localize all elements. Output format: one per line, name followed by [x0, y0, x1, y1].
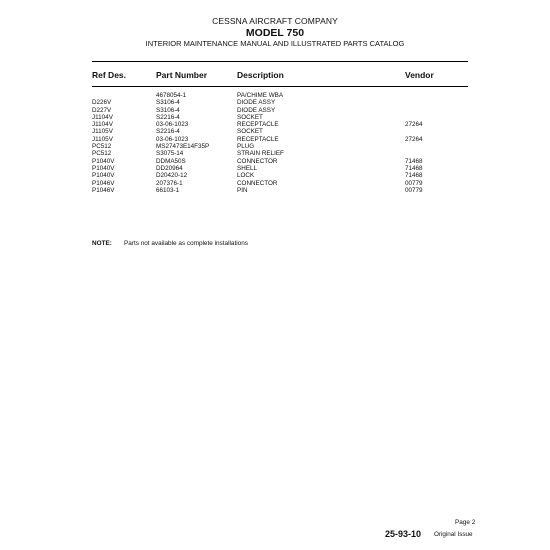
- table-row: [0, 180, 550, 187]
- cell-ref-des: P1040V: [92, 157, 115, 165]
- cell-ref-des: P1040V: [92, 164, 115, 172]
- cell-description: SOCKET: [237, 128, 263, 136]
- table-header-rule: [92, 86, 468, 87]
- page-number: Page 2: [455, 519, 476, 526]
- table-row: [0, 172, 550, 179]
- note-block: [92, 240, 248, 247]
- table-row: [0, 107, 550, 114]
- cell-description: SHELL: [237, 164, 257, 172]
- cell-description: LOCK: [237, 172, 255, 180]
- cell-part-number: 03-06-1023: [156, 135, 189, 143]
- table-row: [0, 165, 550, 172]
- issue-status: Original Issue: [434, 531, 473, 538]
- column-header-vendor: Vendor: [405, 70, 434, 80]
- table-row: [0, 114, 550, 121]
- cell-part-number: D20420-12: [156, 172, 188, 180]
- cell-ref-des: D226V: [92, 99, 112, 107]
- cell-description: DIODE ASSY: [237, 106, 276, 114]
- cell-part-number: S3106-4: [156, 99, 180, 107]
- note-label: NOTE:: [92, 240, 112, 247]
- column-header-part-number: Part Number: [156, 70, 208, 80]
- cell-vendor: 00779: [405, 186, 423, 194]
- cell-vendor: 71468: [405, 157, 423, 165]
- cell-description: RECEPTACLE: [237, 135, 279, 143]
- cell-part-number: DD20964: [156, 164, 183, 172]
- cell-part-number: 66103-1: [156, 186, 180, 194]
- table-row: [0, 150, 550, 157]
- cell-ref-des: J1104V: [92, 113, 113, 121]
- cell-ref-des: D227V: [92, 106, 112, 114]
- table-row: [0, 143, 550, 150]
- cell-ref-des: PC512: [92, 150, 112, 158]
- note-text: Parts not available as complete installations: [124, 240, 248, 247]
- model-title: MODEL 750: [245, 27, 305, 39]
- cell-part-number: S3075-14: [156, 150, 184, 158]
- cell-part-number: S2216-4: [156, 128, 180, 136]
- cell-ref-des: P1046V: [92, 179, 115, 187]
- cell-vendor: 27264: [405, 121, 423, 129]
- cell-vendor: 27264: [405, 135, 423, 143]
- cell-description: PA/CHIME WBA: [237, 92, 284, 99]
- table-row: [0, 99, 550, 106]
- cell-ref-des: J1104V: [92, 121, 113, 129]
- cell-part-number: 03-06-1023: [156, 121, 189, 129]
- cell-part-number: MS27473E14F35P: [156, 143, 210, 151]
- table-row: [0, 92, 550, 99]
- parts-table-body: [0, 92, 550, 194]
- cell-ref-des: J1105V: [92, 128, 113, 136]
- table-row: [0, 187, 550, 194]
- cell-ref-des: P1040V: [92, 172, 115, 180]
- cell-part-number: DDMA50S: [156, 157, 186, 165]
- cell-vendor: 71468: [405, 164, 423, 172]
- cell-part-number: 4678054-1: [156, 92, 187, 99]
- cell-part-number: S2216-4: [156, 113, 180, 121]
- cell-description: STRAIN RELIEF: [237, 150, 284, 158]
- cell-part-number: 207376-1: [156, 179, 183, 187]
- table-row: [0, 121, 550, 128]
- cell-ref-des: P1046V: [92, 186, 115, 194]
- chapter-code: 25-93-10: [385, 529, 422, 539]
- column-header-ref-des: Ref Des.: [92, 70, 127, 80]
- cell-vendor: 00779: [405, 179, 423, 187]
- cell-vendor: 71468: [405, 172, 423, 180]
- cell-description: PIN: [237, 186, 248, 194]
- table-row: [0, 158, 550, 165]
- page-header: [0, 16, 550, 49]
- table-row: [0, 136, 550, 143]
- cell-description: CONNECTOR: [237, 157, 278, 165]
- column-header-description: Description: [237, 70, 284, 80]
- table-row: [0, 128, 550, 135]
- cell-description: RECEPTACLE: [237, 121, 279, 129]
- cell-ref-des: J1105V: [92, 135, 113, 143]
- cell-description: PLUG: [237, 143, 255, 151]
- cell-description: DIODE ASSY: [237, 99, 276, 107]
- cell-description: SOCKET: [237, 113, 263, 121]
- company-name: CESSNA AIRCRAFT COMPANY: [212, 16, 338, 26]
- manual-title: INTERIOR MAINTENANCE MANUAL AND ILLUSTRATED PARTS CATALOG: [145, 39, 405, 48]
- cell-description: CONNECTOR: [237, 179, 278, 187]
- table-top-rule: [92, 61, 468, 62]
- cell-part-number: S3106-4: [156, 106, 180, 114]
- cell-ref-des: PC512: [92, 143, 112, 151]
